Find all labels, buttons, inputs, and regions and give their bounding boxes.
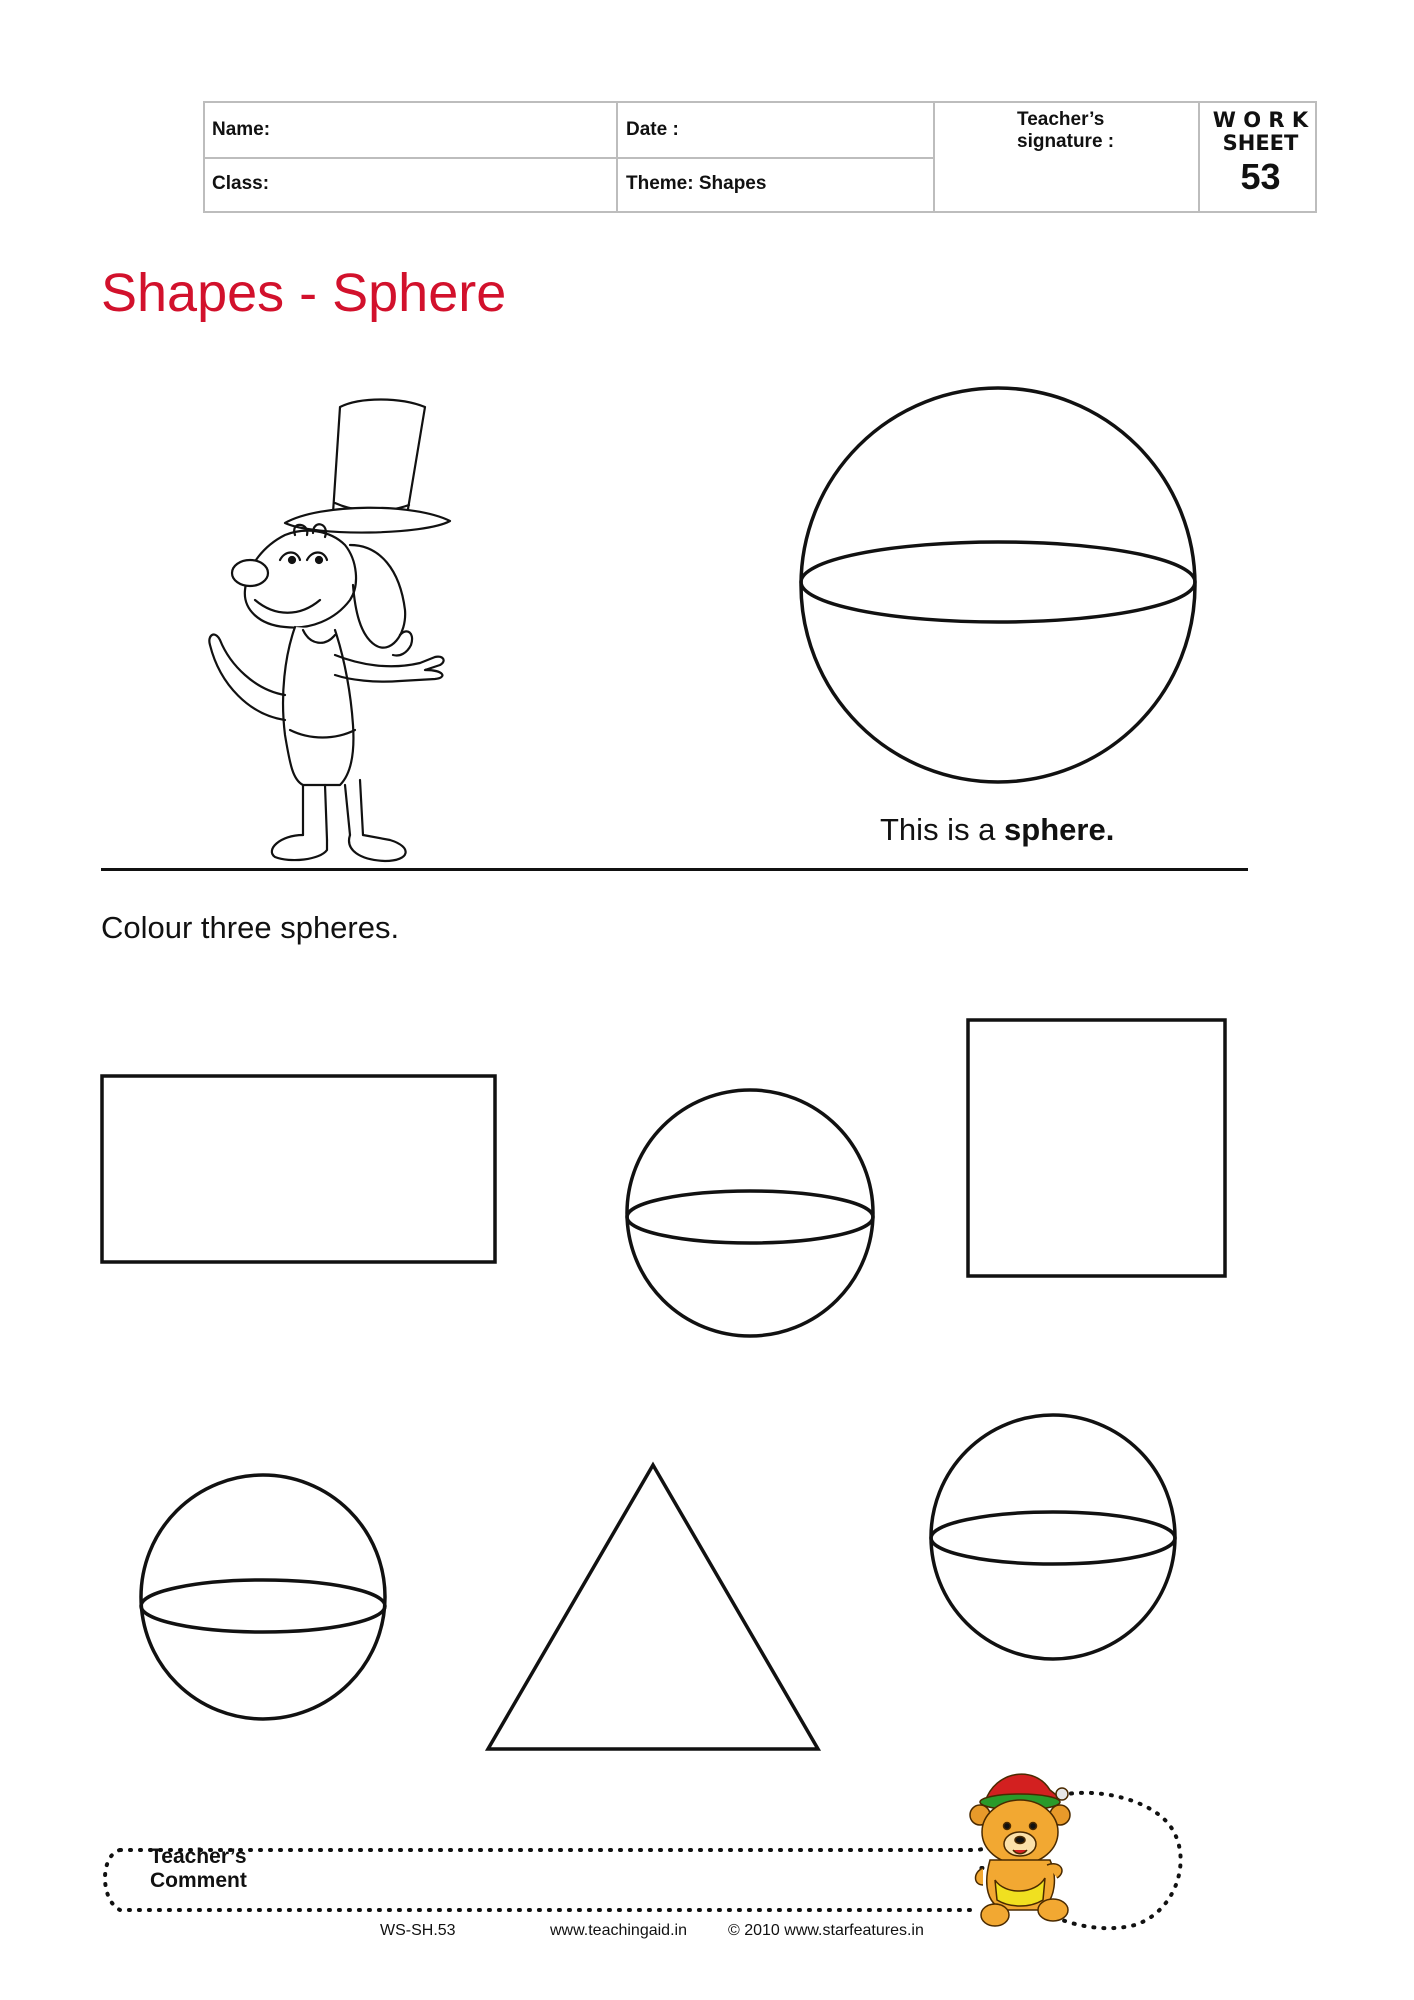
caption-bold-word: sphere. <box>1004 812 1115 847</box>
header-table <box>203 101 1317 213</box>
teacher-signature-label <box>1017 109 1114 153</box>
triangle-shape[interactable] <box>488 1465 818 1749</box>
class-label: Class: <box>212 173 270 194</box>
worksheet-line2: SHEET <box>1222 131 1299 155</box>
sphere-shape[interactable] <box>141 1475 385 1719</box>
rectangle-shape[interactable] <box>102 1076 495 1262</box>
square-shape[interactable] <box>968 1020 1225 1276</box>
comment-line2: Comment <box>150 1869 247 1892</box>
dog-mascot-illustration <box>185 395 505 870</box>
teacher-signature-line2: signature : <box>1017 131 1115 152</box>
sphere-shape[interactable] <box>627 1090 873 1336</box>
row-divider <box>205 157 933 159</box>
comment-line1: Teacher’s <box>150 1845 247 1868</box>
name-label: Name: <box>212 119 271 140</box>
worksheet-badge <box>1208 109 1313 199</box>
teachers-comment-label <box>150 1845 247 1893</box>
theme-label: Theme: Shapes <box>626 173 767 194</box>
section-divider <box>101 868 1248 871</box>
page-title: Shapes - Sphere <box>101 263 507 323</box>
instruction-text: Colour three spheres. <box>101 910 400 945</box>
col-divider <box>616 103 618 211</box>
sphere-example-illustration <box>793 385 1203 790</box>
worksheet-line1: W O R K <box>1212 108 1309 132</box>
footer-copyright: © 2010 www.starfeatures.in <box>728 1922 924 1939</box>
worksheet-number: 53 <box>1240 156 1281 197</box>
col-divider <box>1198 103 1200 211</box>
comment-banner <box>95 1750 1265 1940</box>
shapes-area <box>0 1000 1414 1760</box>
col-divider <box>933 103 935 211</box>
date-label: Date : <box>626 119 679 140</box>
teacher-signature-line1: Teacher’s <box>1017 109 1105 130</box>
teddy-bear-illustration <box>965 1760 1085 1930</box>
sphere-caption <box>880 812 1114 848</box>
caption-prefix: This is a <box>880 812 1005 847</box>
sphere-shape[interactable] <box>931 1415 1175 1659</box>
footer-site-link[interactable]: www.teachingaid.in <box>550 1922 687 1939</box>
worksheet-code: WS-SH.53 <box>380 1922 456 1939</box>
